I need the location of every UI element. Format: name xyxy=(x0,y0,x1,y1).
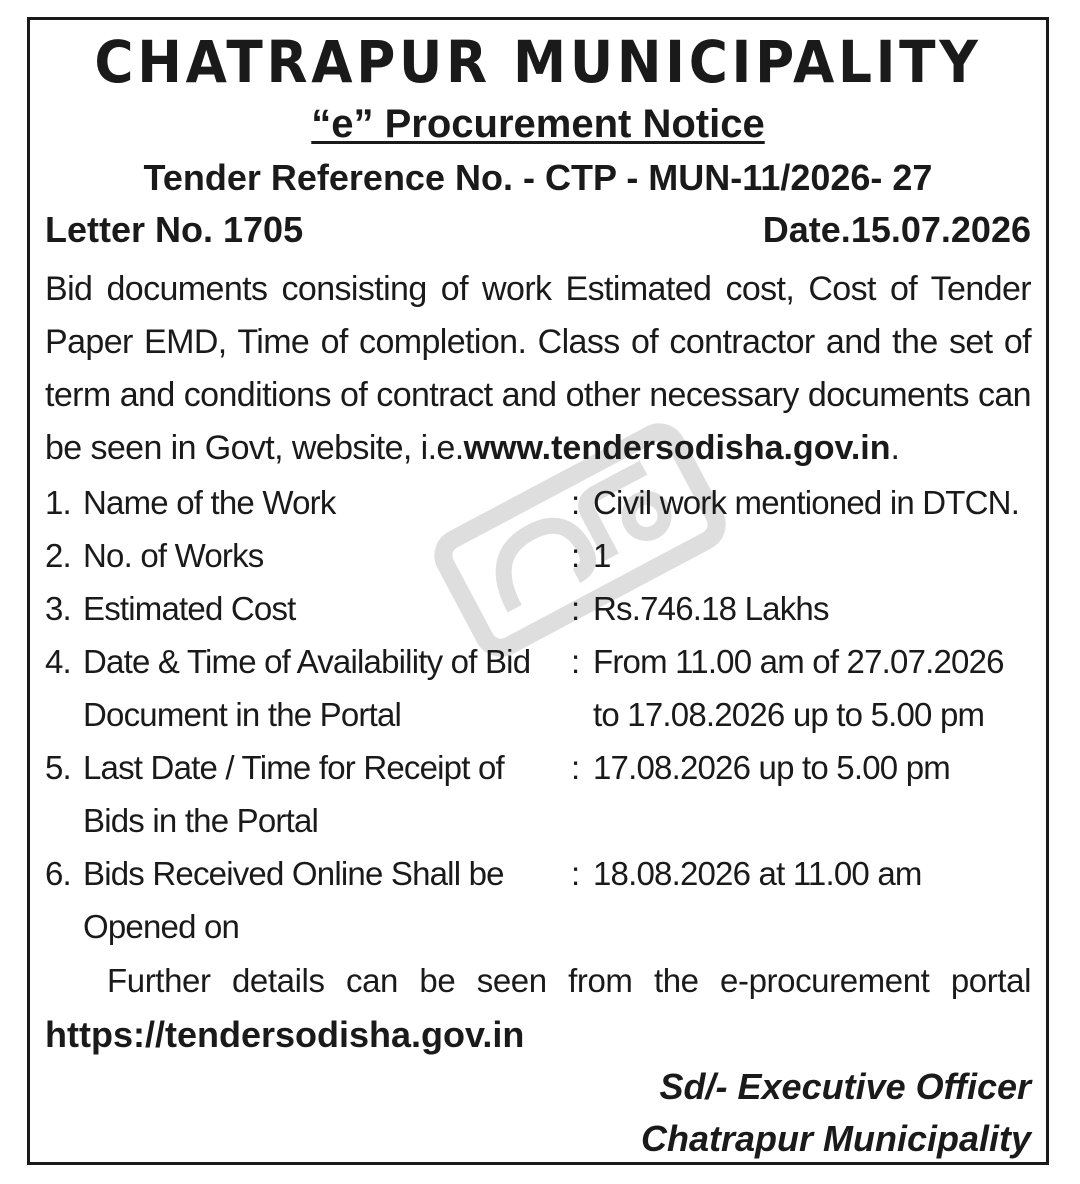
item-value: 18.08.2026 at 11.00 am xyxy=(593,855,922,892)
notice-title-text: “e” Procurement Notice xyxy=(311,102,765,146)
item-value: 1 xyxy=(593,537,611,574)
organization-title: CHATRAPUR MUNICIPALITY xyxy=(94,28,982,96)
item-number: 5. xyxy=(45,749,71,786)
portal-url-link[interactable]: https://tendersodisha.gov.in xyxy=(45,1014,525,1055)
item-number: 1. xyxy=(45,484,71,521)
letter-date: Date.15.07.2026 xyxy=(762,209,1031,250)
item-colon: : xyxy=(571,590,580,627)
item-value: From 11.00 am of 27.07.2026 to 17.08.2026 up to 5.00 pm xyxy=(593,643,1004,733)
item-number: 3. xyxy=(45,590,71,627)
item-colon: : xyxy=(571,537,580,574)
item-number: 4. xyxy=(45,643,71,680)
procurement-notice xyxy=(27,17,1049,1165)
tender-reference: Tender Reference No. - CTP - MUN-11/2026- 27 xyxy=(143,157,933,198)
item-label: Last Date / Time for Receipt of Bids in the Portal xyxy=(83,749,504,839)
list-item xyxy=(45,529,1031,582)
item-number: 6. xyxy=(45,855,71,892)
list-item xyxy=(45,635,1031,741)
signature-designation: Sd/- Executive Officer xyxy=(659,1066,1031,1107)
item-colon: : xyxy=(571,643,580,680)
list-item xyxy=(45,741,1031,847)
intro-paragraph xyxy=(45,263,1031,475)
intro-text: Bid documents consisting of work Estimated cost, Cost of Tender Paper EMD, Time of completion. Class of contractor and the set of term and conditions of contract and other necessary documents can be seen in Govt, website, i.e. xyxy=(45,270,1031,467)
item-value: Civil work mentioned in DTCN. xyxy=(593,484,1020,521)
item-value: 17.08.2026 up to 5.00 pm xyxy=(593,749,950,786)
item-number: 2. xyxy=(45,537,71,574)
item-colon: : xyxy=(571,855,580,892)
item-label: Name of the Work xyxy=(83,484,336,521)
letter-number: Letter No. 1705 xyxy=(45,209,304,250)
signature-organization: Chatrapur Municipality xyxy=(640,1118,1031,1159)
notice-title xyxy=(30,100,1046,148)
item-value: Rs.746.18 Lakhs xyxy=(593,590,829,627)
item-label: Date & Time of Availability of Bid Document in the Portal xyxy=(83,643,531,733)
notice-items-list xyxy=(45,476,1031,953)
website-link[interactable]: www.tendersodisha.gov.in xyxy=(463,429,891,467)
list-item xyxy=(45,582,1031,635)
item-colon: : xyxy=(571,484,580,521)
intro-end: . xyxy=(890,429,900,467)
item-label: Bids Received Online Shall be Opened on xyxy=(83,855,504,945)
list-item xyxy=(45,476,1031,529)
list-item xyxy=(45,847,1031,953)
item-label: Estimated Cost xyxy=(83,590,296,627)
further-details-text: Further details can be seen from the e-procurement portal xyxy=(107,962,1031,999)
item-colon: : xyxy=(571,749,580,786)
item-label: No. of Works xyxy=(83,537,264,574)
